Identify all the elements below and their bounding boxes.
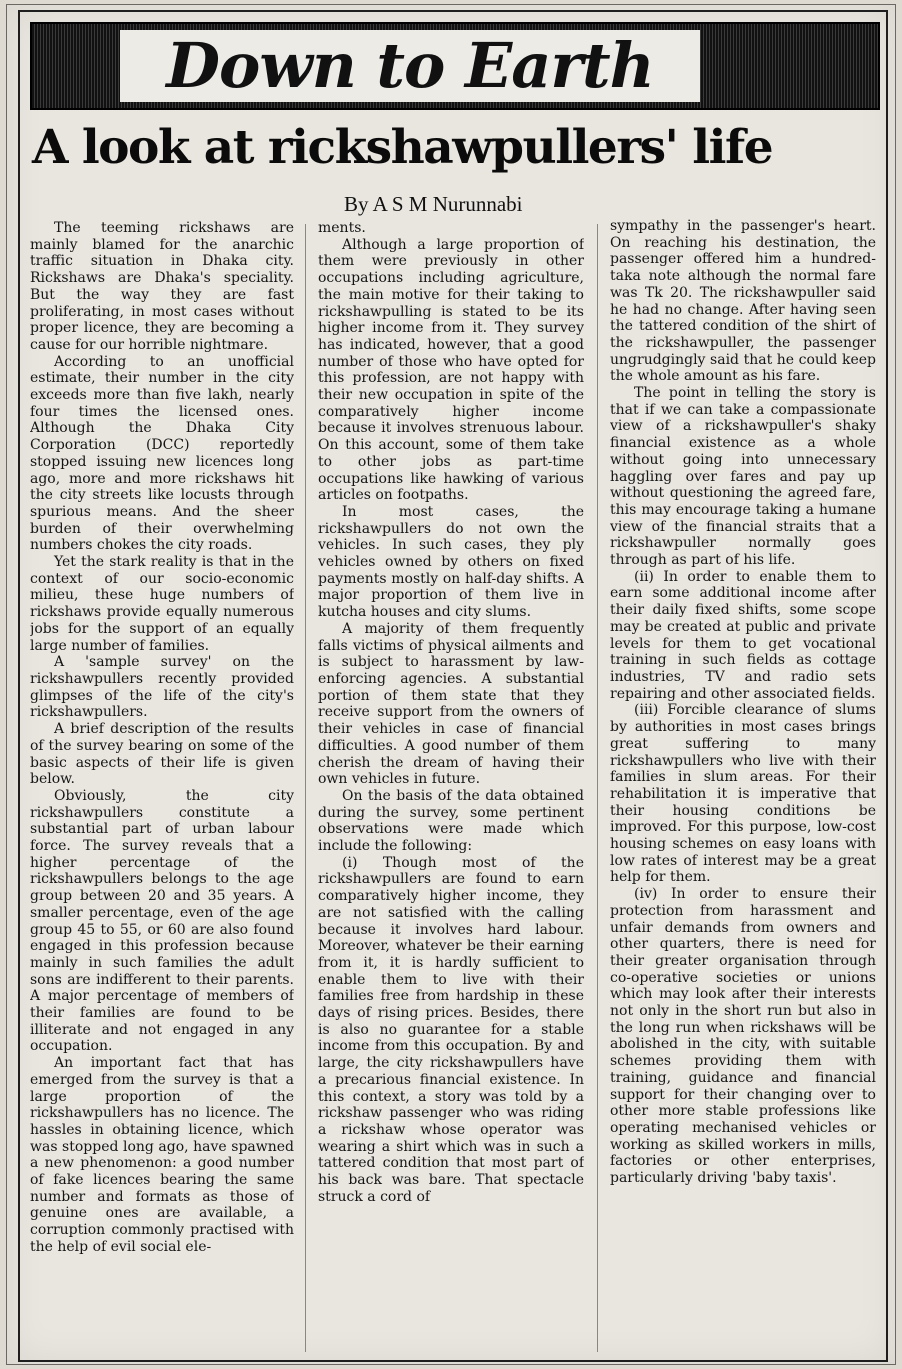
paragraph: An important fact that has emerged from the survey is that a large proportion of the rickshawpullers has no licence. The hassles in obtaining licence, which was stopped long ago, have spawned a new phenomenon: a good number of fake licences bearing the same number and formats as those of genuine ones are available, a corruption commonly practised with the help of evil social ele- xyxy=(30,1055,294,1255)
banner-label-box xyxy=(120,30,700,102)
paragraph: A 'sample survey' on the rickshawpullers recently provided glimpses of the life of the city's rickshawpullers. xyxy=(30,654,294,721)
paragraph: According to an unofficial estimate, their number in the city exceeds more than five lakh, nearly four times the licensed ones. Although the Dhaka City Corporation (DCC) reportedly stopped issuing new licences long ago, more and more rickshaws hit the city streets like locusts through spurious means. And the sheer burden of their overwhelming numbers chokes the city roads. xyxy=(30,353,294,554)
column-divider xyxy=(597,224,598,1352)
headline: A look at rickshawpullers' life xyxy=(32,120,773,175)
paragraph: Obviously, the city rickshawpullers constitute a substantial part of urban labour force. The survey reveals that a higher percentage of the rickshawpullers belongs to the age group between 20 and 35 years. A smaller percentage, even of the age group 45 to 55, or 60 are also found engaged in this profession because mainly in such families the adult sons are indifferent to their parents. A major percentage of members of their families are found to be illiterate and not engaged in any occupation. xyxy=(30,787,294,1055)
paragraph: (iv) In order to ensure their protection from harassment and unfair demands from owners and other quarters, there is need for their greater organisation through co-operative societies or unions which may look after their interests not only in the short run but also in the long run when rickshaws will be abolished in the city, with suitable schemes providing them with training, guidance and financial support for their changing over to other more stable professions like operating mechanised vehicles or working as skilled workers in mills, factories or other enterprises, particularly driving 'baby taxis'. xyxy=(610,886,876,1187)
byline: By A S M Nurunnabi xyxy=(344,192,523,216)
paragraph-continuation: ments. xyxy=(318,220,366,236)
paragraph-continuation: sympathy in the passenger's heart. On reaching his destination, the passenger offered him a hundred-taka note although the normal fare was Tk 20. The rickshawpuller said he had no change. After having seen the tattered condition of the shirt of the rickshawpuller, the passenger ungrudgingly said that he could keep the whole amount as his fare. xyxy=(610,218,876,385)
column-divider xyxy=(305,224,306,1352)
column-1 xyxy=(30,220,294,1360)
paragraph: A majority of them frequently falls victims of physical ailments and is subject to harassment by law-enforcing agencies. A substantial portion of them state that they receive support from the owners of their vehicles in case of financial difficulties. A good number of them cherish the dream of having their own vehicles in future. xyxy=(318,620,584,788)
paragraph: Although a large proportion of them were previously in other occupations including agriculture, the main motive for their taking to rickshawpulling is stated to be its higher income from it. They survey has indicated, however, that a good number of those who have opted for this profession, are not happy with their new occupation in spite of the comparatively higher income because it involves strenuous labour. On this account, some of them take to other jobs as part-time occupations like hawking of various articles on footpaths. xyxy=(318,236,584,504)
paragraph: A brief description of the results of the survey bearing on some of the basic aspects of their life is given below. xyxy=(30,721,294,788)
paragraph: In most cases, the rickshawpullers do not own the vehicles. In such cases, they ply vehicles owned by others on fixed payments mostly on half-day shifts. A major proportion of them live in kutcha houses and city slums. xyxy=(318,503,584,621)
paragraph: (ii) In order to enable them to earn some additional income after their daily fixed shifts, some scope may be created at public and private levels for them to get vocational training in such fields as cottage industries, TV and radio sets repairing and other associated fields. xyxy=(610,568,876,702)
section-title: Down to Earth xyxy=(166,29,654,102)
column-3 xyxy=(610,218,876,1358)
paragraph: (iii) Forcible clearance of slums by authorities in most cases brings great suffering to many rickshawpullers who live with their families in slum areas. For their rehabilitation it is imperative that their housing conditions be improved. For this purpose, low-cost housing schemes on easy loans with low rates of interest may be a great help for them. xyxy=(610,702,876,886)
paragraph: The teeming rickshaws are mainly blamed for the anarchic traffic situation in Dhaka city. Rickshaws are Dhaka's speciality. But the way they are fast proliferating, in most cases without proper licence, they are becoming a cause for our horrible nightmare. xyxy=(30,220,294,353)
paragraph: (i) Though most of the rickshawpullers are found to earn comparatively higher income, they are not satisfied with the calling because it involves hard labour. Moreover, whatever be their earning from it, it is hardly sufficient to enable them to live with their families free from hardship in these days of rising prices. Besides, there is also no guarantee for a stable income from this occupation. By and large, the city rickshawpullers have a precarious financial existence. In this context, a story was told by a rickshaw passenger who was riding a rickshaw whose operator was wearing a shirt which was in such a tattered condition that most part of his back was bare. That spectacle struck a cord of xyxy=(318,854,584,1205)
paragraph: Yet the stark reality is that in the context of our socio-economic milieu, these huge numbers of rickshaws provide equally numerous jobs for the support of an equally large number of families. xyxy=(30,554,294,654)
column-2 xyxy=(318,220,584,1360)
section-banner xyxy=(30,22,880,110)
paragraph: The point in telling the story is that if we can take a compassionate view of a rickshawpuller's shaky financial existence as a whole without going into unnecessary haggling over fares and pay up without questioning the agreed fare, this may encourage taking a humane view of the financial straits that a rickshawpuller normally goes through as part of his life. xyxy=(610,385,876,569)
paragraph: On the basis of the data obtained during the survey, some pertinent observations were made which include the following: xyxy=(318,787,584,855)
